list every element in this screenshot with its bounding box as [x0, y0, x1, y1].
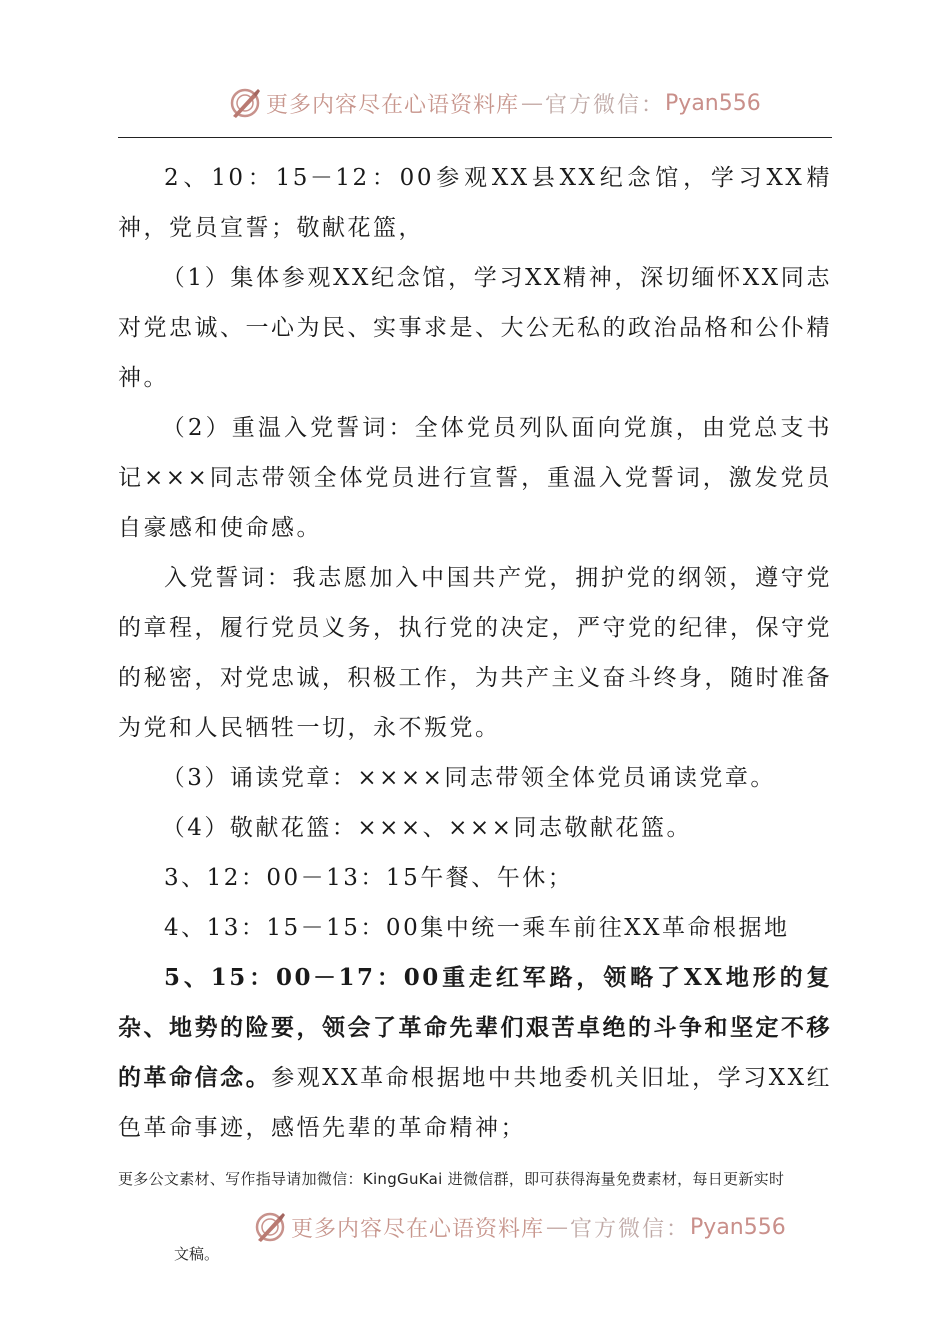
pen-logo-icon	[253, 1210, 287, 1244]
paragraph-item-3: 3、12：00－13：15午餐、午休；	[164, 865, 574, 891]
watermark-footer	[253, 1210, 786, 1244]
watermark-wechat-id: Pyan556	[690, 1214, 786, 1240]
paragraph-oath: 入党誓词：我志愿加入中国共产党，拥护党的纲领，遵守党的章程，履行党员义务，执行党的决定，严守党的纪律，保守党的秘密，对党忠诚，积极工作，为共产主义奋斗终身，随时准备为党和人民牺牲一切，永不叛党。	[118, 565, 832, 741]
paragraph-item-5	[118, 953, 832, 1153]
paragraph-sub-2: （2）重温入党誓词：全体党员列队面向党旗，由党总支书记×××同志带领全体党员进行宣誓，重温入党誓词，激发党员自豪感和使命感。	[118, 415, 832, 541]
pen-logo-icon	[228, 86, 262, 120]
header-rule	[118, 137, 832, 138]
footer-promo-line: 更多公文素材、写作指导请加微信：KingGuKai 进微信群，即可获得海量免费素材，每日更新实时	[118, 1170, 785, 1188]
watermark-dash: —	[546, 1214, 569, 1240]
paragraph-sub-4: （4）敬献花篮：×××、×××同志敬献花篮。	[161, 815, 692, 841]
paragraph-sub-3: （3）诵读党章：××××同志带领全体党员诵读党章。	[161, 765, 776, 791]
watermark-wechat-id: Pyan556	[665, 90, 761, 116]
watermark-dash: —	[521, 90, 544, 116]
paragraph-item-2: 2、10：15－12：00参观XX县XX纪念馆，学习XX精神，党员宣誓；敬献花篮，	[118, 165, 832, 241]
watermark-official: 官方微信：	[570, 1216, 691, 1242]
footer-promo-tail: 文稿。	[174, 1245, 220, 1263]
watermark-official: 官方微信：	[545, 92, 666, 118]
paragraph-item-5-normal: 参观XX革命根据地中共地委机关旧址，学习XX红色革命事迹，感悟先辈的革命精神；	[118, 1065, 832, 1141]
paragraph-item-4: 4、13：15－15：00集中统一乘车前往XX革命根据地	[164, 915, 790, 941]
paragraph-item-5-bold: 5、15：00－17：00重走红军路，领略了XX地形的复杂、地势的险要，领会了革命先辈们艰苦卓绝的斗争和坚定不移的革命信念。	[118, 964, 832, 1091]
watermark-brand: 更多内容尽在心语资料库	[266, 92, 520, 118]
paragraph-sub-1: （1）集体参观XX纪念馆，学习XX精神，深切缅怀XX同志对党忠诚、一心为民、实事求是、大公无私的政治品格和公仆精神。	[118, 265, 832, 391]
watermark-header	[228, 86, 761, 120]
watermark-brand: 更多内容尽在心语资料库	[291, 1216, 545, 1242]
document-body	[118, 153, 832, 1153]
